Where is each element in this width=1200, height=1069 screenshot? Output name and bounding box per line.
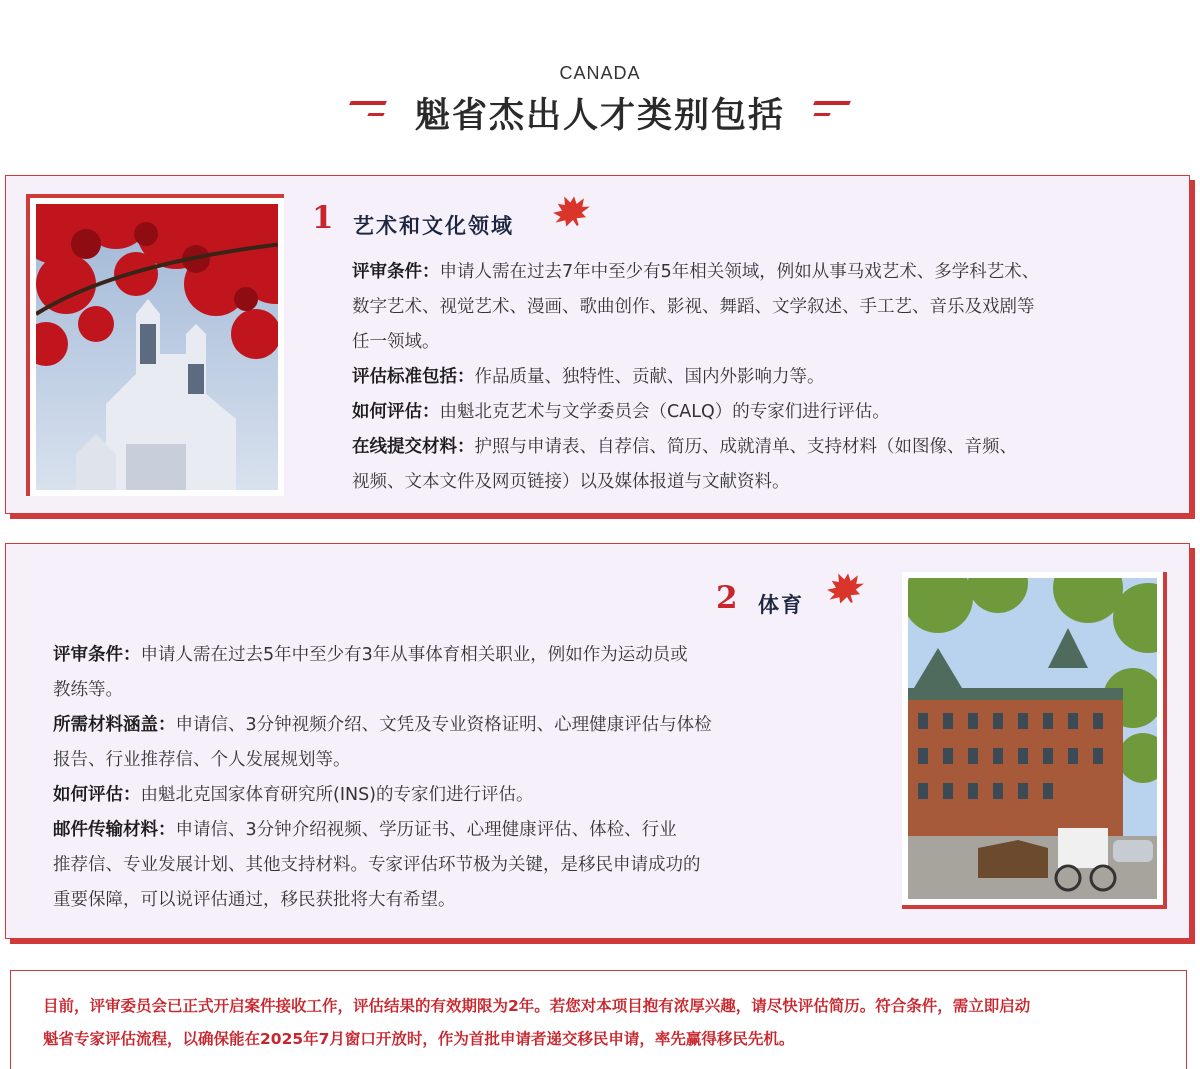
sports-mail-line: 申请信、3分钟介绍视频、学历证书、心理健康评估、体检、行业	[175, 820, 677, 840]
arts-materials-line: 视频、文本文件及网页链接）以及媒体报道与文献资料。	[352, 472, 790, 492]
sports-evaluation-label: 如何评估：	[53, 785, 141, 805]
section-number-2: 2	[716, 580, 738, 616]
arts-criteria-line: 任一领域。	[352, 332, 440, 352]
arts-criteria-line: 申请人需在过去7年中至少有5年相关领域，例如从事马戏艺术、多学科艺术、	[439, 262, 1040, 282]
maple-leaf-icon	[550, 193, 592, 229]
arts-criteria-label: 评审条件：	[352, 262, 440, 282]
sports-description	[53, 638, 853, 918]
church-maple-image	[36, 204, 278, 490]
sports-photo	[902, 572, 1167, 909]
arts-evaluation-line: 由魁北克艺术与文学委员会（CALQ）的专家们进行评估。	[439, 402, 890, 422]
sports-criteria-line: 申请人需在过去5年中至少有3年从事体育相关职业，例如作为运动员或	[140, 645, 688, 665]
page-title: 魁省杰出人才类别包括	[414, 96, 785, 136]
sports-mail-label: 邮件传输材料：	[53, 820, 176, 840]
country-label: CANADA	[559, 63, 641, 83]
section-title-arts: 艺术和文化领域	[353, 214, 514, 238]
section-title-sports: 体育	[758, 593, 804, 617]
notice-box	[10, 970, 1187, 1069]
sports-criteria-line: 教练等。	[53, 680, 123, 700]
maple-leaf-icon	[824, 570, 866, 606]
chateau-carriage-image	[908, 578, 1157, 899]
sports-mail	[53, 813, 853, 848]
sports-materials-label: 所需材料涵盖：	[53, 715, 176, 735]
sports-criteria-label: 评审条件：	[53, 645, 141, 665]
arts-photo	[26, 194, 284, 496]
arts-standards	[352, 360, 1162, 395]
notice-line: 目前，评审委员会已正式开启案件接收工作，评估结果的有效期限为2年。若您对本项目抱有浓厚兴趣，请尽快评估简历。符合条件，需立即启动	[43, 997, 1031, 1015]
sports-evaluation	[53, 778, 853, 813]
sports-mail-line: 推荐信、专业发展计划、其他支持材料。专家评估环节极为关键，是移民申请成功的	[53, 855, 701, 875]
arts-criteria-line: 数字艺术、视觉艺术、漫画、歌曲创作、影视、舞蹈、文学叙述、手工艺、音乐及戏剧等	[352, 297, 1035, 317]
arts-materials-line: 护照与申请表、自荐信、简历、成就清单、支持材料（如图像、音频、	[474, 437, 1017, 457]
arts-materials	[352, 430, 1162, 465]
sports-mail-line: 重要保障，可以说评估通过，移民获批将大有希望。	[53, 890, 456, 910]
notice-text	[43, 990, 1173, 1056]
sports-evaluation-line: 由魁北克国家体育研究所(INS)的专家们进行评估。	[140, 785, 534, 805]
sports-materials-line: 申请信、3分钟视频介绍、文凭及专业资格证明、心理健康评估与体检	[175, 715, 712, 735]
arts-standards-line: 作品质量、独特性、贡献、国内外影响力等。	[474, 367, 825, 387]
sports-materials	[53, 708, 853, 743]
sports-criteria	[53, 638, 853, 673]
arts-description	[352, 255, 1162, 500]
arts-evaluation-label: 如何评估：	[352, 402, 440, 422]
notice-line: 魁省专家评估流程，以确保能在2025年7月窗口开放时，作为首批申请者递交移民申请，率先赢得移民先机。	[43, 1030, 795, 1048]
title-decoration-right	[812, 99, 852, 121]
arts-materials-label: 在线提交材料：	[352, 437, 475, 457]
arts-evaluation	[352, 395, 1162, 430]
arts-standards-label: 评估标准包括：	[352, 367, 475, 387]
section-number-1: 1	[312, 200, 334, 236]
sports-materials-line: 报告、行业推荐信、个人发展规划等。	[53, 750, 351, 770]
arts-criteria	[352, 255, 1162, 290]
